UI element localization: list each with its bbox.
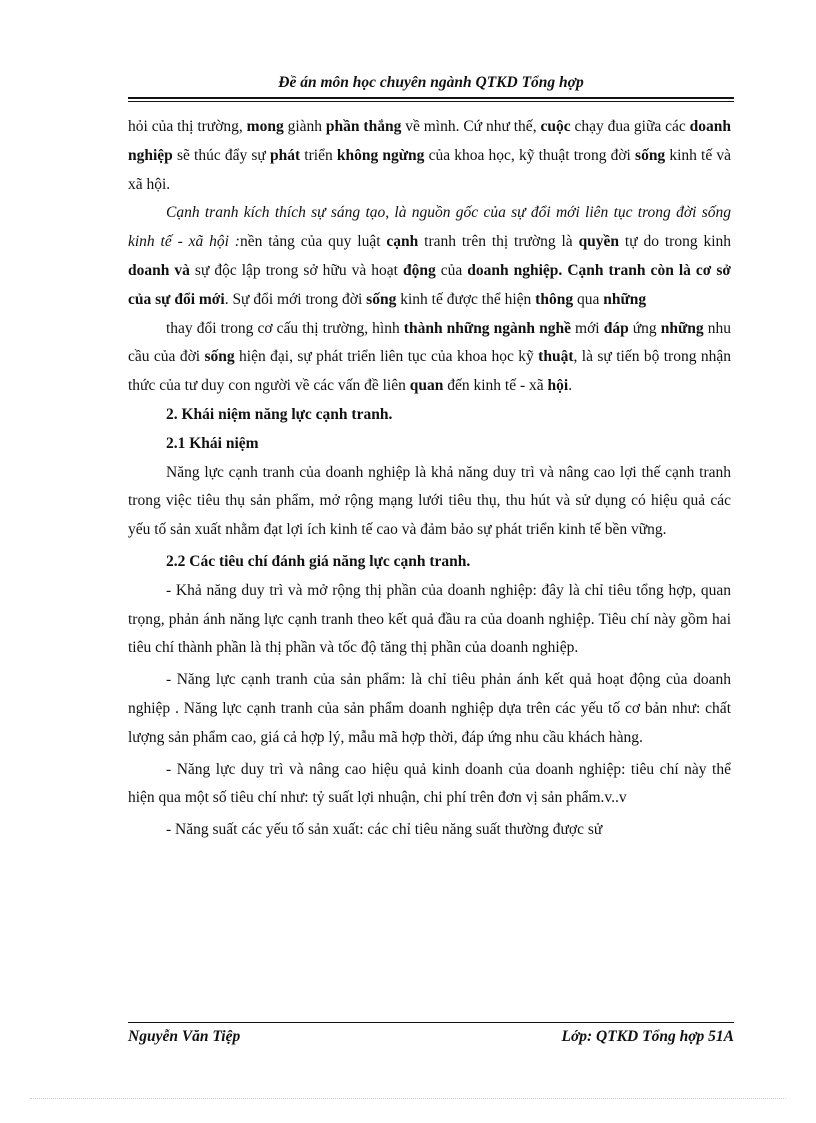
criterion-item-2: - Năng lực cạnh tranh của sản phẩm: là chỉ tiêu phản ánh kết quả hoạt động của doanh nghiệp . Năng lực cạnh tranh của sản phẩm doanh nghiệp dựa trên các yếu tố cơ bản như: chất lượng sản phẩm cao, giá cả hợp lý, mẫu mã hợp thời, đáp ứng nhu cầu khách hàng. [128, 671, 731, 746]
text-run: tự do trong kinh [619, 233, 732, 251]
bold-run: thuật [538, 348, 574, 366]
text-run: sự độc lập trong sở hữu và hoạt [189, 261, 403, 279]
bold-run: phần thắng [325, 118, 402, 135]
criterion-item-4: - Năng suất các yếu tố sản xuất: các chỉ tiêu năng suất thường được sử [166, 821, 603, 839]
footer-author: Nguyễn Văn Tiệp [128, 1028, 241, 1045]
bold-run: thông [535, 290, 574, 308]
bold-run: thành những ngành nghề [403, 319, 571, 337]
text-run: hỏi của thị trường, [128, 118, 247, 135]
text-run: . [568, 377, 573, 395]
criterion-item-3: - Năng lực duy trì và nâng cao hiệu quả kinh doanh của doanh nghiệp: tiêu chí này thể hiện qua một số tiêu chí như: tỷ suất lợi nhuận, chi phí trên đơn vị sản phẩm.v..v [128, 760, 731, 807]
bold-run: đáp [603, 319, 629, 337]
bold-run: cuộc [540, 118, 571, 135]
section-heading-2-1: 2.1 Khái niệm [166, 434, 259, 452]
text-run: kinh tế được thể hiện [396, 290, 536, 308]
text-run: . Sự đổi mới trong đời [224, 290, 367, 308]
bold-run: quyền [578, 233, 620, 251]
text-run: đến kinh tế - xã [443, 377, 548, 395]
bold-run: quan [409, 377, 444, 395]
text-run: giành [283, 118, 326, 135]
section-heading-2: 2. Khái niệm năng lực cạnh tranh. [166, 405, 393, 423]
paragraph-2 [128, 199, 731, 314]
bold-run: động [402, 261, 436, 279]
text-run: thay đổi trong cơ cấu thị trường, hình [166, 319, 404, 337]
paragraph-definition: Năng lực cạnh tranh của doanh nghiệp là khả năng duy trì và nâng cao lợi thế cạnh tranh trong việc tiêu thụ sản phẩm, mở rộng mạng lưới tiêu thụ, thu hút và sử dụng có hiệu quả các yếu tố sản xuất nhằm đạt lợi ích kinh tế cao và đảm bảo sự phát triển kinh tế bền vững. [128, 463, 731, 539]
bold-run: hội [547, 377, 569, 395]
paragraph-1 [128, 113, 731, 199]
text-run: triển [300, 146, 337, 164]
footer-rule [128, 1022, 734, 1023]
text-run: của khoa học, kỹ thuật trong đời [424, 146, 636, 164]
paragraph-3 [128, 315, 731, 401]
section-heading-2-2: 2.2 Các tiêu chí đánh giá năng lực cạnh tranh. [166, 552, 471, 570]
header-rule-thick [128, 97, 734, 99]
text-run: ứng [628, 319, 661, 337]
bold-run: cạnh [386, 233, 419, 251]
bold-run: sống [635, 146, 666, 164]
text-run: , là sự tiến bộ trong nhận thức của tư duy con người về các vấn đề liên [128, 348, 731, 395]
bold-run: doanh nghiệp [128, 118, 732, 164]
text-run: hiện đại, sự phát triển liên tục của khoa học kỹ [234, 348, 539, 366]
italic-run: Cạnh tranh kích thích sự sáng tạo, là nguồn gốc của sự đổi mới liên tục trong đời sống kinh tế - xã hội : [128, 204, 731, 251]
text-run: mới [570, 319, 604, 337]
text-run: tranh trên thị trường là [418, 233, 579, 251]
bold-run: mong [246, 118, 284, 135]
bold-run: không ngừng [336, 146, 425, 164]
text-run: về mình. Cứ như thế, [401, 118, 541, 135]
body-content [128, 113, 731, 845]
bold-run: doanh nghiệp. Cạnh tranh còn là cơ sở của sự đổi mới [128, 261, 731, 308]
bold-run: những [660, 319, 704, 337]
bold-run: phát [270, 146, 301, 164]
bold-run: sống [366, 290, 397, 308]
bold-run: những [603, 290, 647, 308]
bold-run: doanh và [128, 261, 190, 279]
header-rule-thin [128, 101, 734, 102]
text-run: nền tảng của quy luật [239, 233, 387, 251]
page-edge-divider [30, 1098, 786, 1099]
footer-class: Lớp: QTKD Tổng hợp 51A [561, 1028, 734, 1045]
text-run: nhu cầu của đời [128, 319, 732, 366]
page-header-title: Đề án môn học chuyên ngành QTKD Tổng hợp [278, 74, 584, 91]
text-run: của [435, 261, 468, 279]
text-run: kinh tế và xã hội. [128, 146, 732, 193]
text-run: chạy đua giữa các [570, 118, 690, 135]
text-run: sẽ thúc đẩy sự [172, 146, 270, 164]
text-run: qua [573, 290, 604, 308]
bold-run: sống [204, 348, 235, 366]
criterion-item-1: - Khả năng duy trì và mở rộng thị phần của doanh nghiệp: đây là chỉ tiêu tổng hợp, quan trọng, phản ánh năng lực cạnh tranh theo kết quả đầu ra của doanh nghiệp. Tiêu chí này gồm hai tiêu chí thành phần là thị phần và tốc độ tăng thị phần của doanh nghiệp. [128, 581, 731, 657]
